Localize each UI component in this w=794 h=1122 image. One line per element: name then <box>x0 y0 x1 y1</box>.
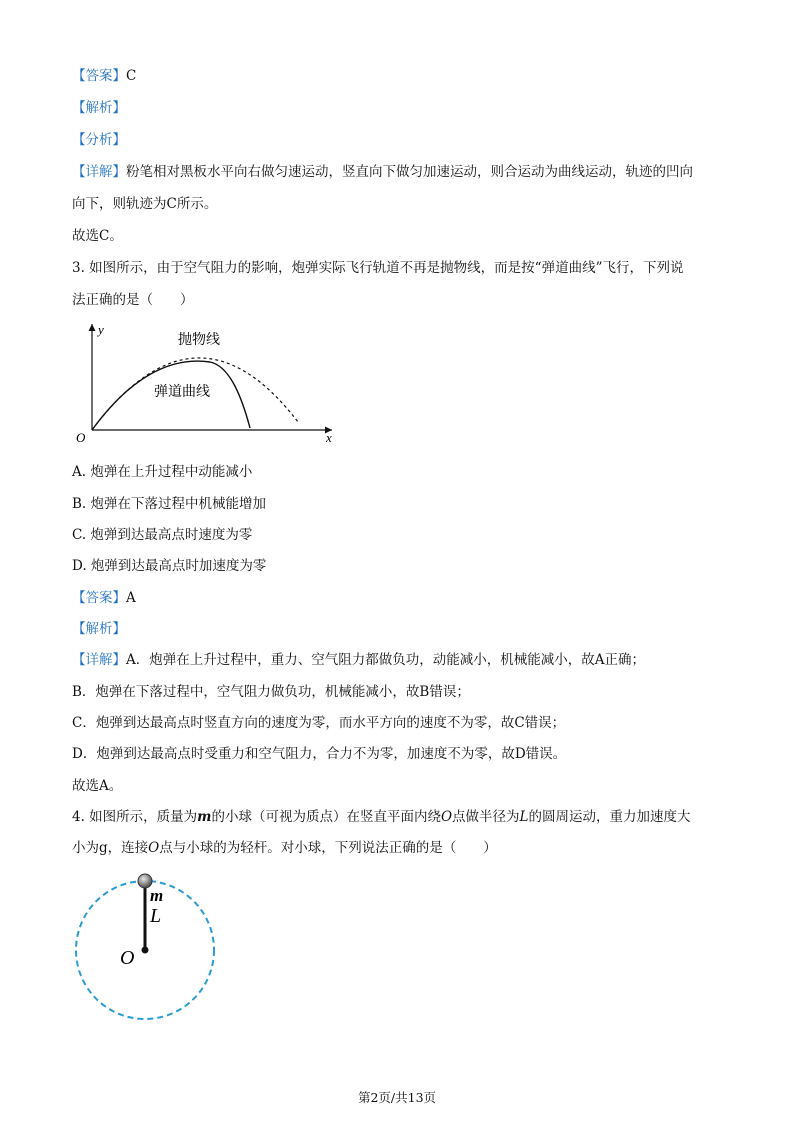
q3-stem-line2: 法正确的是（ ） <box>72 292 194 308</box>
detail-text: 粉笔相对黑板水平向右做匀速运动，竖直向下做匀加速运动，则合运动为曲线运动，轨迹的凹向 <box>126 164 693 180</box>
q3-detail-d: D．炮弹到达最高点时受重力和空气阻力，合力不为零，加速度不为零，故D错误。 <box>72 746 567 762</box>
stem-text: 小为g，连接 <box>72 840 149 856</box>
option-c: C. 炮弹到达最高点时速度为零 <box>72 527 253 543</box>
q3-stem-line1: 3. 如图所示，由于空气阻力的影响，炮弹实际飞行轨道不再是抛物线，而是按“弹道曲线”飞行，下列说 <box>72 260 684 276</box>
symbol-l: L <box>519 809 529 825</box>
stem-text: 4. 如图所示，质量为 <box>72 809 198 825</box>
origin-label: O <box>76 430 86 445</box>
q2-conclusion: 故选C。 <box>72 228 123 244</box>
stem-text: 的小球（可视为质点）在竖直平面内绕 <box>211 809 441 825</box>
option-b: B. 炮弹在下落过程中机械能增加 <box>72 496 267 512</box>
q3-answer-line <box>72 588 136 608</box>
center-point <box>142 947 149 954</box>
ballistic-label: 弹道曲线 <box>154 384 210 400</box>
q4-stem-line2 <box>72 838 497 858</box>
trajectory-figure <box>70 318 350 448</box>
answer-value: A <box>126 590 136 606</box>
stem-text: 点做半径为 <box>452 809 520 825</box>
answer-tag: 【答案】 <box>72 68 126 84</box>
answer-value: C <box>126 68 137 84</box>
q3-detail-b: B．炮弹在下落过程中，空气阻力做负功，机械能减小，故B错误； <box>72 684 470 700</box>
detail-text: A．炮弹在上升过程中，重力、空气阻力都做负功，动能减小，机械能减小，故A正确； <box>126 652 645 668</box>
stem-text: 的圆周运动，重力加速度大 <box>528 809 691 825</box>
circular-motion-figure <box>70 868 220 1026</box>
symbol-o: O <box>148 840 160 856</box>
q3-conclusion: 故选A。 <box>72 778 123 794</box>
q2-answer-line <box>72 66 136 86</box>
length-label: L <box>150 905 162 927</box>
detail-tag: 【详解】 <box>72 164 126 180</box>
parabola-label: 抛物线 <box>178 332 220 348</box>
q2-detail-line2: 向下，则轨迹为C所示。 <box>72 196 218 212</box>
q4-stem-line1 <box>72 807 691 827</box>
y-label: y <box>98 322 104 337</box>
symbol-o: O <box>440 809 453 825</box>
analysis-tag: 【解析】 <box>72 621 126 637</box>
center-label: O <box>120 947 135 969</box>
page-footer: 第2页/共13页 <box>357 1090 437 1105</box>
detail-tag: 【详解】 <box>72 652 126 668</box>
option-d: D. 炮弹到达最高点时加速度为零 <box>72 558 267 574</box>
answer-tag: 【答案】 <box>72 590 126 606</box>
fenxi-tag: 【分析】 <box>72 132 126 148</box>
x-label: x <box>326 430 332 445</box>
mass-label: m <box>150 886 164 905</box>
q2-detail-line1 <box>72 162 693 182</box>
symbol-m: m <box>197 809 212 825</box>
q3-detail-a <box>72 650 645 670</box>
option-a: A. 炮弹在上升过程中动能减小 <box>72 464 253 480</box>
stem-text: 点与小球的为轻杆。对小球，下列说法正确的是（ ） <box>159 840 497 856</box>
q3-detail-c: C．炮弹到达最高点时竖直方向的速度为零，而水平方向的速度不为零，故C错误； <box>72 715 566 731</box>
analysis-tag: 【解析】 <box>72 100 126 116</box>
